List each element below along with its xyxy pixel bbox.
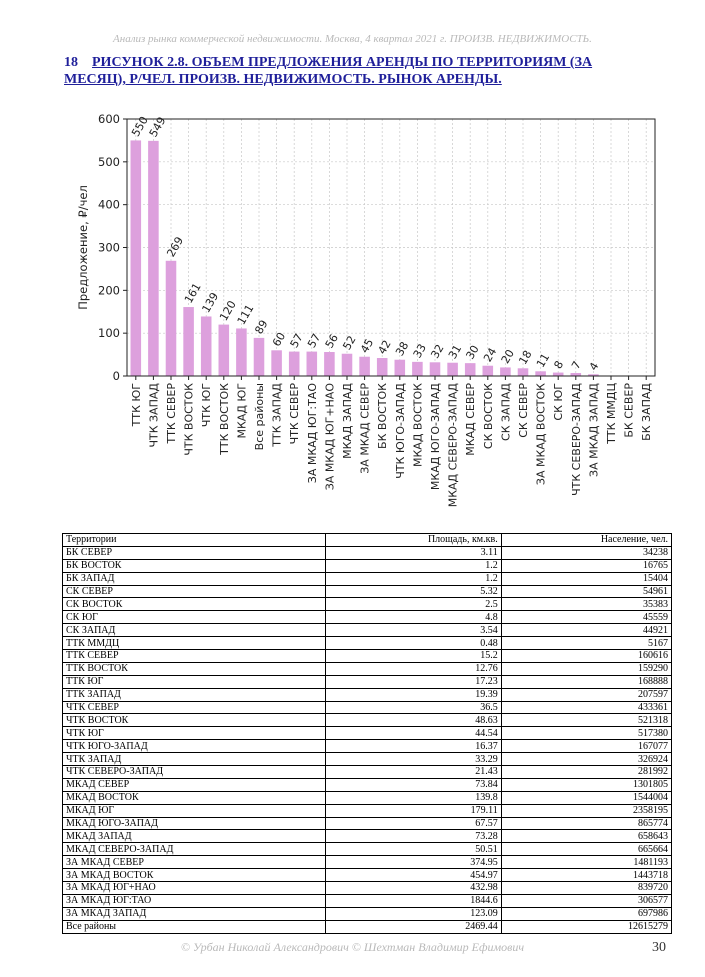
bar-chart bbox=[0, 105, 705, 530]
table-cell: 1443718 bbox=[501, 869, 671, 882]
bar bbox=[412, 362, 423, 376]
table-cell: 160616 bbox=[501, 650, 671, 663]
table-cell: МКАД ВОСТОК bbox=[63, 791, 326, 804]
table-cell: ЧТК ЮГО-ЗАПАД bbox=[63, 740, 326, 753]
table-cell: 207597 bbox=[501, 688, 671, 701]
table-cell: 5.32 bbox=[325, 585, 501, 598]
table-cell: 432.98 bbox=[325, 882, 501, 895]
bar bbox=[254, 338, 265, 376]
x-tick-label: ЗА МКАД ЮГ+НАО bbox=[323, 383, 337, 491]
data-label: 4 bbox=[586, 360, 602, 373]
x-tick-label: ЧТК ЮГО-ЗАПАД bbox=[393, 383, 407, 479]
data-label: 30 bbox=[463, 343, 482, 362]
x-tick-label: СК СЕВЕР bbox=[517, 383, 530, 438]
table-cell: 1.2 bbox=[325, 572, 501, 585]
bar bbox=[271, 350, 282, 376]
table-cell: 665664 bbox=[501, 843, 671, 856]
data-label: 8 bbox=[551, 358, 567, 372]
table-cell: 521318 bbox=[501, 714, 671, 727]
bar bbox=[447, 363, 458, 376]
table-cell: 50.51 bbox=[325, 843, 501, 856]
table-cell: ЧТК СЕВЕРО-ЗАПАД bbox=[63, 766, 326, 779]
table-cell: 697986 bbox=[501, 907, 671, 920]
table-cell: ТТК ВОСТОК bbox=[63, 662, 326, 675]
bar bbox=[342, 354, 353, 376]
table-cell: 139.8 bbox=[325, 791, 501, 804]
y-tick-label: 500 bbox=[98, 154, 120, 169]
x-tick-label: ЧТК СЕВЕРО-ЗАПАД bbox=[569, 383, 583, 496]
table-cell: 44921 bbox=[501, 624, 671, 637]
x-tick-label: ЧТК ЗАПАД bbox=[147, 383, 161, 448]
territory-table-body bbox=[63, 534, 672, 934]
table-cell: 433361 bbox=[501, 701, 671, 714]
table-cell: 159290 bbox=[501, 662, 671, 675]
table-cell: 15404 bbox=[501, 572, 671, 585]
table-row bbox=[63, 688, 672, 701]
y-tick-label: 100 bbox=[98, 326, 120, 341]
table-cell: 17.23 bbox=[325, 675, 501, 688]
bar bbox=[148, 141, 159, 376]
table-cell: ЧТК ВОСТОК bbox=[63, 714, 326, 727]
table-row bbox=[63, 753, 672, 766]
bar bbox=[324, 352, 335, 376]
y-axis-title: Предложение, ₽/чел bbox=[76, 185, 90, 310]
table-row bbox=[63, 869, 672, 882]
bar bbox=[236, 328, 247, 376]
table-header-row bbox=[63, 534, 672, 547]
table-header-cell: Территории bbox=[63, 534, 326, 547]
table-cell: МКАД ЮГ bbox=[63, 804, 326, 817]
table-cell: 281992 bbox=[501, 766, 671, 779]
table-cell: 865774 bbox=[501, 817, 671, 830]
table-cell: 839720 bbox=[501, 882, 671, 895]
table-cell: 4.8 bbox=[325, 611, 501, 624]
data-label: 52 bbox=[340, 333, 359, 353]
table-cell: СК СЕВЕР bbox=[63, 585, 326, 598]
table-cell: БК ВОСТОК bbox=[63, 559, 326, 572]
table-cell: ЗА МКАД ЮГ+НАО bbox=[63, 882, 326, 895]
y-tick-label: 200 bbox=[98, 283, 120, 298]
x-tick-label: ЧТК ЮГ bbox=[200, 383, 214, 428]
table-row bbox=[63, 894, 672, 907]
table-cell: 179.11 bbox=[325, 804, 501, 817]
table-cell: 16.37 bbox=[325, 740, 501, 753]
table-cell: 326924 bbox=[501, 753, 671, 766]
bar bbox=[535, 371, 546, 376]
table-row bbox=[63, 714, 672, 727]
table-cell: ТТК ЮГ bbox=[63, 675, 326, 688]
territory-table bbox=[62, 533, 672, 934]
bar bbox=[395, 360, 406, 376]
table-header-cell: Население, чел. bbox=[501, 534, 671, 547]
table-cell: 21.43 bbox=[325, 766, 501, 779]
table-cell: 1544004 bbox=[501, 791, 671, 804]
page-header: Анализ рынка коммерческой недвижимости. Москва, 4 квартал 2021 г. ПРОИЗВ. НЕДВИЖИМОСТЬ. bbox=[113, 33, 592, 45]
table-cell: БК СЕВЕР bbox=[63, 546, 326, 559]
table-cell: 67.57 bbox=[325, 817, 501, 830]
table-cell: 5167 bbox=[501, 637, 671, 650]
table-cell: ЗА МКАД ЗАПАД bbox=[63, 907, 326, 920]
x-tick-label: БК СЕВЕР bbox=[622, 383, 636, 438]
table-cell: 34238 bbox=[501, 546, 671, 559]
table-cell: 374.95 bbox=[325, 856, 501, 869]
table-cell: МКАД СЕВЕРО-ЗАПАД bbox=[63, 843, 326, 856]
bar bbox=[219, 325, 230, 376]
table-cell: 1481193 bbox=[501, 856, 671, 869]
data-label: 120 bbox=[217, 298, 239, 324]
table-row bbox=[63, 843, 672, 856]
x-tick-label: ТТК ВОСТОК bbox=[217, 383, 231, 455]
data-label: 550 bbox=[129, 114, 151, 139]
figure-title bbox=[64, 54, 644, 88]
table-row bbox=[63, 611, 672, 624]
x-tick-label: ЗА МКАД СЕВЕР bbox=[358, 383, 372, 474]
table-cell: 3.11 bbox=[325, 546, 501, 559]
table-cell: 2358195 bbox=[501, 804, 671, 817]
table-cell: 12615279 bbox=[501, 920, 671, 933]
bar bbox=[201, 316, 212, 376]
bar bbox=[131, 140, 142, 376]
table-cell: ЗА МКАД ВОСТОК bbox=[63, 869, 326, 882]
table-cell: 1.2 bbox=[325, 559, 501, 572]
bar bbox=[483, 366, 494, 376]
data-label: 111 bbox=[234, 302, 257, 327]
x-tick-label: ЗА МКАД ЮГ:ТАО bbox=[305, 383, 319, 484]
table-row bbox=[63, 559, 672, 572]
x-tick-label: ЗА МКАД ЗАПАД bbox=[587, 383, 601, 477]
table-cell: 15.2 bbox=[325, 650, 501, 663]
table-row bbox=[63, 662, 672, 675]
x-tick-label: ТТК ММДЦ bbox=[605, 383, 618, 444]
table-cell: ЧТК ЗАПАД bbox=[63, 753, 326, 766]
table-cell: 54961 bbox=[501, 585, 671, 598]
table-row bbox=[63, 598, 672, 611]
bar bbox=[307, 352, 318, 376]
table-row bbox=[63, 637, 672, 650]
x-tick-label: МКАД ЮГ bbox=[235, 383, 249, 439]
x-tick-label: СК ЗАПАД bbox=[499, 383, 513, 441]
data-label: 549 bbox=[146, 114, 169, 140]
table-row bbox=[63, 701, 672, 714]
data-label: 7 bbox=[569, 358, 584, 372]
data-label: 269 bbox=[164, 234, 187, 260]
x-tick-label: МКАД СЕВЕРО-ЗАПАД bbox=[446, 382, 460, 508]
table-cell: 33.29 bbox=[325, 753, 501, 766]
table-row bbox=[63, 624, 672, 637]
data-label: 60 bbox=[269, 330, 289, 349]
data-label: 56 bbox=[322, 331, 341, 351]
table-cell: 0.48 bbox=[325, 637, 501, 650]
data-label: 18 bbox=[516, 348, 535, 367]
data-label: 38 bbox=[393, 339, 412, 359]
y-tick-label: 400 bbox=[98, 197, 120, 212]
table-cell: 2.5 bbox=[325, 598, 501, 611]
data-label: 45 bbox=[357, 336, 377, 356]
y-tick-label: 600 bbox=[98, 112, 120, 126]
x-tick-label: БК ВОСТОК bbox=[376, 383, 390, 449]
table-cell: 517380 bbox=[501, 727, 671, 740]
table-cell: ТТК ЗАПАД bbox=[63, 688, 326, 701]
table-row bbox=[63, 791, 672, 804]
table-cell: МКАД ЮГО-ЗАПАД bbox=[63, 817, 326, 830]
x-tick-label: МКАД ЗАПАД bbox=[341, 383, 354, 459]
data-label: 24 bbox=[481, 345, 500, 365]
data-label: 42 bbox=[375, 337, 394, 357]
x-tick-label: БК ЗАПАД bbox=[640, 383, 654, 441]
table-cell: 454.97 bbox=[325, 869, 501, 882]
x-tick-label: СК ВОСТОК bbox=[481, 383, 495, 450]
data-label: 33 bbox=[410, 341, 429, 361]
table-header-cell: Площадь, км.кв. bbox=[325, 534, 501, 547]
table-cell: 44.54 bbox=[325, 727, 501, 740]
table-cell: ТТК СЕВЕР bbox=[63, 650, 326, 663]
x-tick-label: ТТК СЕВЕР bbox=[165, 383, 178, 444]
bar bbox=[500, 367, 511, 376]
bar bbox=[359, 357, 370, 376]
table-row bbox=[63, 856, 672, 869]
table-cell: 12.76 bbox=[325, 662, 501, 675]
table-cell: ЗА МКАД СЕВЕР bbox=[63, 856, 326, 869]
table-cell: МКАД ЗАПАД bbox=[63, 830, 326, 843]
table-row bbox=[63, 778, 672, 791]
data-label: 57 bbox=[305, 331, 324, 351]
table-cell: 2469.44 bbox=[325, 920, 501, 933]
table-cell: 658643 bbox=[501, 830, 671, 843]
x-tick-label: МКАД ЮГО-ЗАПАД bbox=[429, 383, 442, 491]
x-tick-label: ТТК ЮГ bbox=[129, 383, 143, 427]
table-cell: 1844.6 bbox=[325, 894, 501, 907]
table-row bbox=[63, 907, 672, 920]
x-tick-label: ЗА МКАД ВОСТОК bbox=[534, 383, 548, 486]
table-cell: 306577 bbox=[501, 894, 671, 907]
table-cell: 45559 bbox=[501, 611, 671, 624]
table-cell: СК ЮГ bbox=[63, 611, 326, 624]
y-tick-label: 0 bbox=[112, 369, 120, 383]
bar bbox=[289, 352, 300, 376]
data-label: 161 bbox=[181, 280, 204, 306]
bar bbox=[377, 358, 388, 376]
data-label: 57 bbox=[287, 331, 306, 351]
table-cell: 167077 bbox=[501, 740, 671, 753]
table-row bbox=[63, 546, 672, 559]
table-row bbox=[63, 830, 672, 843]
table-row bbox=[63, 727, 672, 740]
table-row bbox=[63, 675, 672, 688]
table-cell: СК ЗАПАД bbox=[63, 624, 326, 637]
data-label: 20 bbox=[498, 347, 517, 366]
x-tick-label: СК ЮГ bbox=[552, 383, 566, 421]
table-cell: ЧТК ЮГ bbox=[63, 727, 326, 740]
table-cell: 73.84 bbox=[325, 778, 501, 791]
x-tick-label: ЧТК ВОСТОК bbox=[182, 383, 196, 456]
table-cell: 16765 bbox=[501, 559, 671, 572]
table-cell: 36.5 bbox=[325, 701, 501, 714]
figure-caption: РИСУНОК 2.8. ОБЪЕМ ПРЕДЛОЖЕНИЯ АРЕНДЫ ПО ТЕРРИТОРИЯМ (ЗА МЕСЯЦ), Р/ЧЕЛ. ПРОИЗВ. НЕДВИЖИМОСТЬ. РЫНОК АРЕНДЫ. bbox=[64, 55, 593, 87]
table-cell: 73.28 bbox=[325, 830, 501, 843]
table-cell: СК ВОСТОК bbox=[63, 598, 326, 611]
figure-number: 18 bbox=[64, 55, 78, 70]
table-cell: 35383 bbox=[501, 598, 671, 611]
data-label: 31 bbox=[445, 342, 465, 362]
bar bbox=[166, 261, 177, 376]
table-row bbox=[63, 585, 672, 598]
data-label: 89 bbox=[252, 317, 271, 337]
y-tick-label: 300 bbox=[98, 240, 120, 255]
page-number: 30 bbox=[652, 940, 666, 955]
table-cell: 3.54 bbox=[325, 624, 501, 637]
table-row bbox=[63, 882, 672, 895]
table-cell: 1301805 bbox=[501, 778, 671, 791]
table-row bbox=[63, 740, 672, 753]
table-cell: ЗА МКАД ЮГ:ТАО bbox=[63, 894, 326, 907]
x-tick-label: ТТК ЗАПАД bbox=[270, 383, 284, 447]
table-row bbox=[63, 572, 672, 585]
table-row bbox=[63, 766, 672, 779]
bar bbox=[518, 368, 529, 376]
table-row bbox=[63, 804, 672, 817]
table-row bbox=[63, 650, 672, 663]
table-cell: БК ЗАПАД bbox=[63, 572, 326, 585]
bar bbox=[430, 362, 441, 376]
table-cell: ТТК ММДЦ bbox=[63, 637, 326, 650]
x-tick-label: ЧТК СЕВЕР bbox=[288, 383, 302, 445]
table-row bbox=[63, 920, 672, 933]
data-label: 32 bbox=[428, 342, 447, 361]
table-cell: ЧТК СЕВЕР bbox=[63, 701, 326, 714]
bar bbox=[465, 363, 476, 376]
page-footer: © Урбан Николай Александрович © Шехтман Владимир Ефимович bbox=[180, 940, 525, 954]
table-cell: 168888 bbox=[501, 675, 671, 688]
table-cell: 123.09 bbox=[325, 907, 501, 920]
table-cell: МКАД СЕВЕР bbox=[63, 778, 326, 791]
table-row bbox=[63, 817, 672, 830]
data-label: 139 bbox=[199, 290, 222, 315]
table-cell: Все районы bbox=[63, 920, 326, 933]
table-cell: 19.39 bbox=[325, 688, 501, 701]
x-tick-label: Все районы bbox=[253, 383, 266, 451]
data-label: 11 bbox=[533, 351, 553, 370]
bar bbox=[183, 307, 194, 376]
x-tick-label: МКАД ВОСТОК bbox=[411, 383, 425, 467]
x-tick-label: МКАД СЕВЕР bbox=[464, 383, 478, 456]
bar bbox=[553, 373, 564, 376]
table-cell: 48.63 bbox=[325, 714, 501, 727]
